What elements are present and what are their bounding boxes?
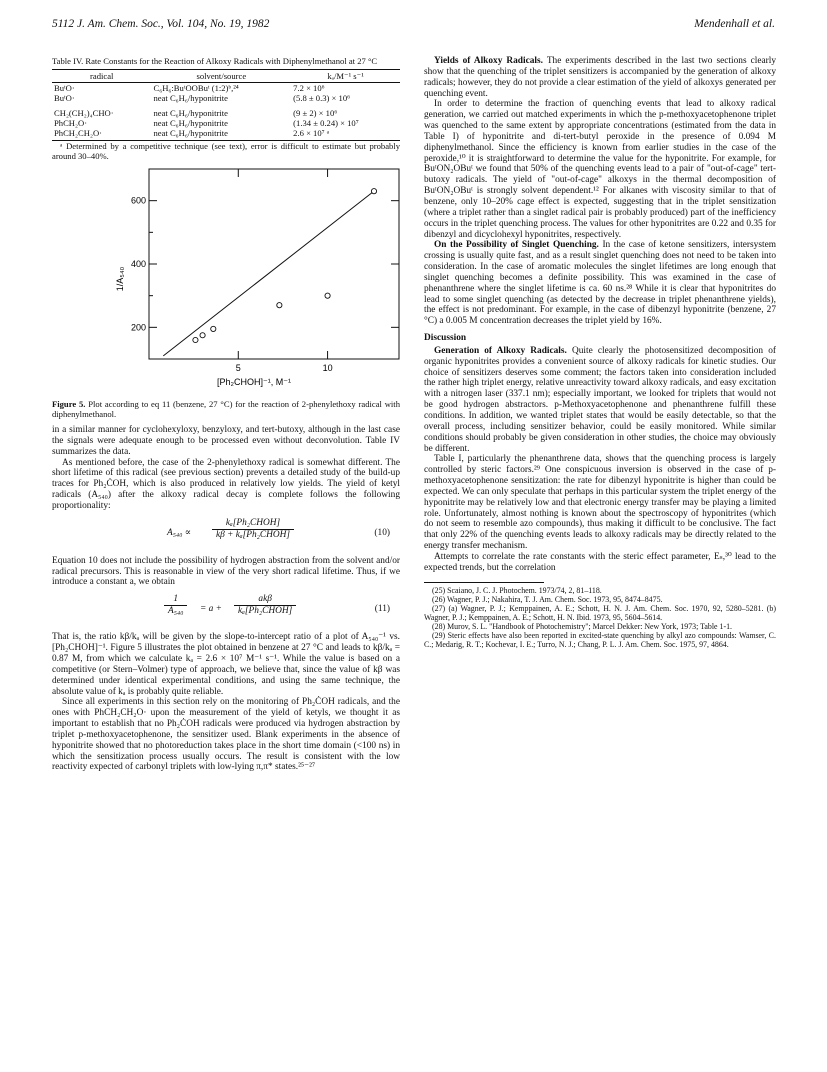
table4-title: Table IV. Rate Constants for the Reaction of Alkoxy Radicals with Diphenylmethanol at 27 °C: [52, 56, 378, 66]
equation-10: A₅₄₀ ∝ kₐ[Ph₂CHOH] kβ + kₐ[Ph₂CHOH] (10): [167, 517, 390, 540]
table-row: PhCH₂CH₂O· neat C₆H₆/hyponitrite 2.6 × 10⁷ ᵃ: [52, 128, 400, 141]
reference: (29) Steric effects have also been reported in excited-state quenching by alkyl azo compounds: Wamser, C. C.; Medarig, R. T.; Kochevar, I. E.; Turro, N. J.; Chang, P. L. J. Am. Chem. Soc. 1975, 97, 4864.: [424, 631, 776, 650]
reference: (25) Scaiano, J. C. J. Photochem. 1973/74, 2, 81–118.: [432, 585, 602, 595]
data-point: [325, 293, 330, 298]
table-row: BuᵗO· C₆H₆:BuᵗOOBuᵗ (1:2)ᵇ,²⁴ 7.2 × 10⁶: [54, 83, 325, 93]
equation-11: $\frac{1}{\text{A₅₄₀}}$ = a + akβ kₐ[Ph₂CHOH] (11): [52, 594, 400, 626]
references-rule: [424, 582, 544, 583]
y-tick-label: 600: [130, 195, 146, 206]
table-header: kₐ/M⁻¹ s⁻¹: [291, 70, 400, 83]
paragraph: Equation 10 does not include the possibility of hydrogen abstraction from the solvent and/or radical precursors. This is reasonable in view of the very short radical lifetime. Thus, if we introduce a constant a, we obtain: [52, 555, 400, 588]
y-tick-label: 400: [130, 259, 146, 269]
x-tick-label: 5: [235, 363, 241, 373]
paragraph: As mentioned before, the case of the 2-phenylethoxy radical is somewhat different. The short lifetime of this radical (see previous section) prevents a detailed study of the build-up traces for Ph₂ĊOH, which is also produced in relatively low yields. The yield of ketyl radicals (A₅₄₀) after the alkoxy radical decay is complete follows the following proportionality:: [52, 457, 400, 511]
table-header: solvent/source: [151, 70, 291, 83]
paragraph: Attempts to correlate the rate constants with the steric effect parameter, Eₛ,³⁰ lead to the expected trends, but the correlation: [424, 551, 776, 573]
journal-citation: 5112 J. Am. Chem. Soc., Vol. 104, No. 19, 1982: [52, 18, 270, 30]
data-point: [371, 189, 376, 194]
section-head: On the Possibility of Singlet Quenching.: [434, 240, 599, 251]
data-point: [193, 337, 198, 342]
authors: Mendenhall et al.: [694, 18, 775, 30]
table-header: radical: [52, 70, 151, 83]
paragraph: That is, the ratio kβ/kₐ will be given by the slope-to-intercept ratio of a plot of A₅₄₀⁻¹ vs. [Ph₂CHOH]⁻¹. Figure 5 illustrates the plot obtained in benzene at 27 °C and leads to kβ/kₐ = 0.87 M, from which we calculate kₐ = 2.6 × 10⁷ M⁻¹ s⁻¹. While the value is based on a competitive (or Stern–Volmer) type of approach, we believe that, since the value of kβ was determined under identical experimental conditions, and using the same technique, the absolute value of kₐ is probably quite reliable.: [52, 632, 400, 697]
figure5-caption: Figure 5. Plot according to eq 11 (benzene, 27 °C) for the reaction of 2-phenylethoxy radical with diphenylmethanol.: [52, 399, 400, 419]
paragraph: in a similar manner for cyclohexyloxy, benzyloxy, and tert-butoxy, although in the last case the signals were adequate enough to be processed even without deconvolution. Table IV summarizes the data.: [52, 425, 400, 457]
y-axis-label: 1/A₅₄₀: [115, 266, 125, 292]
section-head: Yields of Alkoxy Radicals.: [434, 56, 543, 66]
left-column: [52, 56, 400, 773]
fit-line: [163, 191, 374, 356]
paragraph: Table I, particularly the phenanthrene data, shows that the quenching process is largely controlled by steric factors.²⁹ One conspicuous inversion is observed in the case of p-methoxyacetophenone sensitization: the rate for dibenzyl hyponitrite is higher than could be expected. We can only speculate that perhaps in this particular system the triplet energy of the hyponitrite may be relatively low and that electronic energy transfer may be playing a limited role. Unfortunately, almost nothing is known about the spectroscopy of hyponitrites (which do not seem to resemble azo compounds), thus making it difficult to be conclusive. The fact that only 22% of the quenching events leads to alkoxy radicals may be directly related to the energy transfer mechanism.: [424, 454, 776, 552]
reference: (28) Murov, S. L. "Handbook of Photochemistry"; Marcel Dekker: New York, 1973; Table 1-1.: [432, 622, 732, 632]
table4: [52, 69, 400, 141]
table-row: CH₂(CH₂)₄CHO· neat C₆H₆/hyponitrite (9 ± 2) × 10⁶: [54, 108, 338, 118]
paragraph: Yields of Alkoxy Radicals. The experiments described in the last two sections clearly show that the quenching of the triplet sensitizers is accompanied by the generation of alkoxy radicals; however, they do not provide a clear estimation of the yield of alkoxys generated per quenching event.: [424, 56, 776, 99]
paragraph: Generation of Alkoxy Radicals. Quite clearly the photosensitized decomposition of organic hyponitrites provides a convenient source of alkoxy radicals for kinetic studies. Our choice of sensitizers deserves some comment; the factors taken into consideration included the rather high triplet energy, relative unreactivity toward alkoxy radicals, and easy excitation with a nitrogen laser (337.1 nm); especially important, we looked for triplets that would not be good hydrogen abstractors. p-Methoxyacetophenone and phenanthrene fulfill these conditions. In addition, we wanted triplet states that would be easily detectable, so that the overall process, including sensitizer behavior, could be easily monitored. While similar conditions should probably be given consideration in other studies, the choice may obviously be different.: [424, 345, 776, 454]
data-point: [277, 303, 282, 308]
discussion-title: Discussion: [424, 333, 467, 344]
x-axis-label: [Ph₂CHOH]⁻¹, M⁻¹: [217, 377, 291, 387]
right-column: [424, 56, 776, 649]
table4-footnote: ᵃ Determined by a competitive technique (see text), error is difficult to estimate but probably around 30–40%.: [52, 141, 400, 161]
x-tick-label: 10: [322, 363, 333, 373]
data-point: [211, 326, 216, 331]
table-row: PhCH₂O· neat C₆H₆/hyponitrite (1.34 ± 0.24) × 10⁷: [54, 118, 359, 128]
table-row: BuᵗO· neat C₆H₆/hyponitrite (5.8 ± 0.3) × 10⁶: [54, 93, 351, 103]
section-head: Generation of Alkoxy Radicals.: [434, 345, 567, 356]
reference: (27) (a) Wagner, P. J.; Kemppainen, A. E.; Schott, H. N. J. Am. Chem. Soc. 1970, 92, 5280–5281. (b) Wagner, P. J.; Kemppainen, A. E.; Schott, H. N. Ibid. 1973, 95, 5604–5614.: [424, 603, 776, 622]
figure5-plot: [52, 167, 400, 399]
y-tick-label: 200: [130, 322, 146, 333]
running-header: [52, 18, 775, 34]
data-point: [200, 333, 205, 338]
reference: (26) Wagner, P. J.; Nakahira, T. J. Am. Chem. Soc. 1973, 95, 8474–8475.: [432, 594, 663, 604]
references: [424, 586, 776, 650]
figure5: [52, 167, 400, 399]
paragraph: Since all experiments in this section rely on the monitoring of Ph₂ĊOH radicals, and the ones with PhCH₂CH₂O· upon the measurement of the yield of ketyls, we thought it as important to establish that no Ph₂ĊOH radicals were produced via hydrogen abstraction by triplet p-methoxyacetophenone, the sensitizer used. Blank experiments in the absence of hyponitrite showed that no photoreduction takes place in the short time domain (<100 ns) in which the sensitization process usually occurs. The result is consistent with the low reactivity expected of carbonyl triplets with low-lying π,π* states.²⁵⁻²⁷: [52, 697, 400, 773]
paragraph: On the Possibility of Singlet Quenching. In the case of ketone sensitizers, intersystem crossing is usually quite fast, and as a result singlet quenching does not need to be taken into consideration. In the case of aromatic molecules the singlet lifetimes are long enough that singlet quenching becomes a definite possibility. This was examined in the case of phenanthrene where the singlet lifetime is ca. 60 ns.²⁸ While it is clear that hyponitrites do lead to some singlet quenching (as detected by the decrease in triplet phenanthrene yields), the effect is not predominant. For example, in the case of dibenzyl hyponitrite (benzene, 27 °C) a 0.005 M concentration decreases the triplet yield by 16%.: [424, 240, 776, 327]
paragraph: In order to determine the fraction of quenching events that lead to alkoxy radical generation, we carried out matched experiments in which the p-methoxyacetophenone triplet was quenched to the same extent by appropriate concentrations (estimated from the data in Table I) of hyponitrite and di-tert-butyl peroxide in the presence of 0.094 M diphenylmethanol. Since the efficiency is known from earlier studies in the case of the peroxide,¹⁰ it is straightforward to determine the value for the hyponitrite. For example, for BuᵗON₂OBuᵗ we found that 50% of the quenching events lead to a pair of "out-of-cage" tert-butoxy radicals. The yield of "out-of-cage" alkoxys in the thermal decomposition of BuᵗON₂OBuᵗ is strongly solvent dependent.¹² For alkanes with viscosity similar to that of benzene, only 10–20% cage effect is expected, suggesting that in the triplet sensitization (where a triplet rather than a singlet radical pair is probably produced) part of the inefficiency occurs in the triplet quenching process. The values for other hyponitrites are 0.22 and 0.35 for dibenzyl and dicyclohexyl hyponitrites, respectively.: [424, 99, 776, 240]
plot-frame: [149, 169, 399, 359]
